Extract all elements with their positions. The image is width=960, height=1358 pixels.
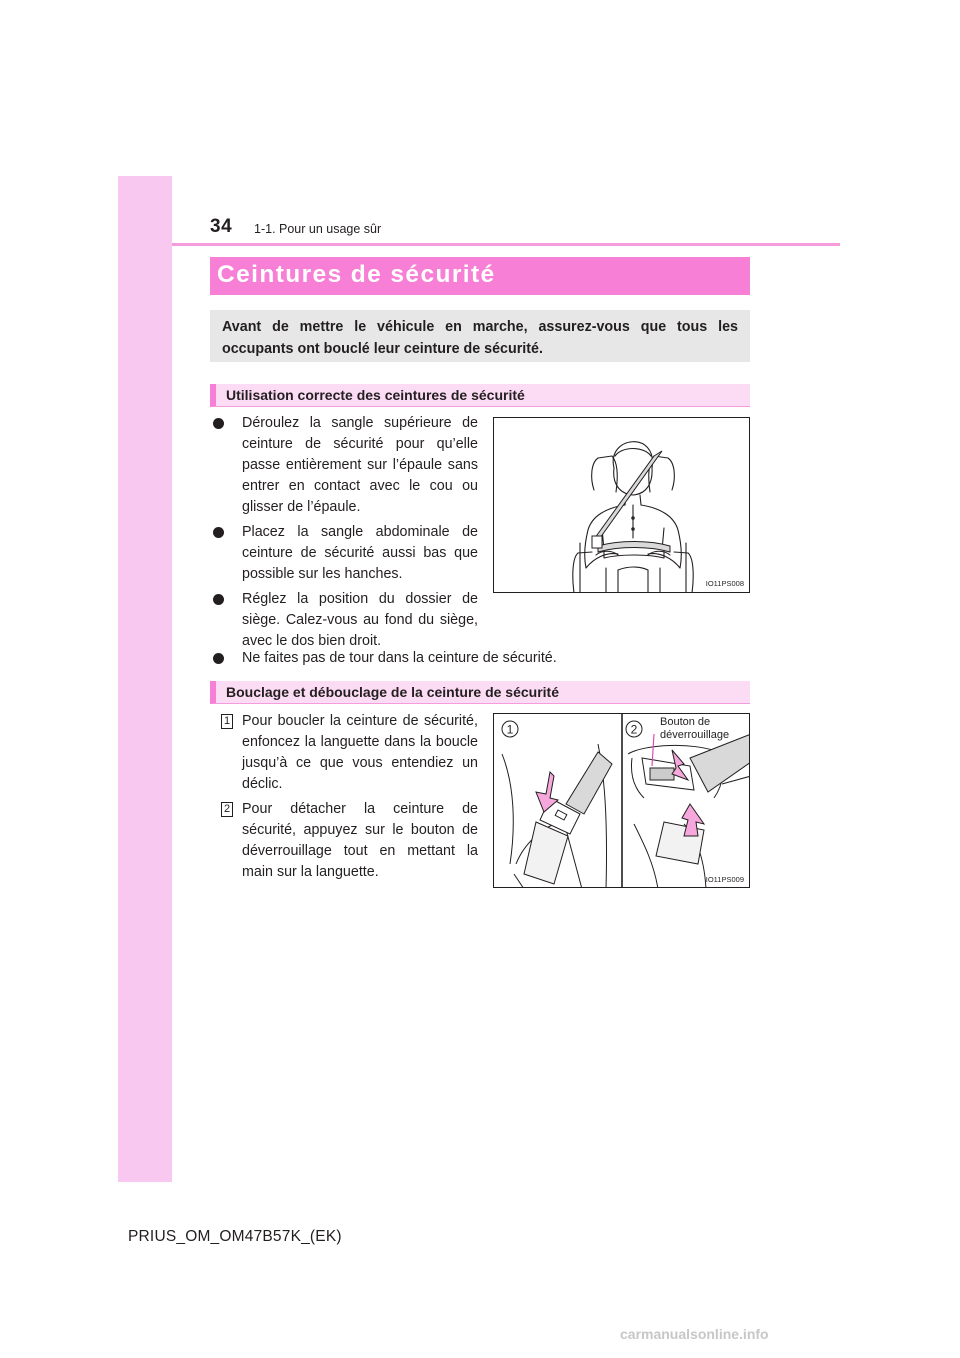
- figure-code: IO11PS008: [705, 579, 744, 588]
- figure-step-label: 2: [630, 722, 638, 737]
- bullet-list: [212, 413, 478, 656]
- bullet-text: Placez la sangle abdominale de ceinture de sécurité aussi bas que possible sur les hanches.: [242, 524, 478, 582]
- section-title: 1-1. Pour un usage sûr: [254, 222, 382, 236]
- step-text: Pour détacher la ceinture de sécurité, appuyez sur le bouton de déverrouillage tout en mettant la main sur la languette.: [242, 801, 478, 880]
- title-band: [210, 257, 750, 295]
- callout-line: déverrouillage: [660, 729, 730, 741]
- bullet-dot-icon: [213, 653, 224, 664]
- step-number-badge: 2: [221, 802, 233, 817]
- bullet-text: Ne faites pas de tour dans la ceinture de sécurité.: [242, 650, 557, 666]
- bullet-dot-icon: [213, 594, 224, 605]
- figure-seated-passenger: [493, 417, 750, 593]
- bullet-text: Déroulez la sangle supérieure de ceinture de sécurité pour qu’elle passe entièrement sur l’épaule sans entrer en contact avec le cou ou glisser de l’épaule.: [242, 415, 478, 515]
- bullet-item: [212, 522, 478, 585]
- subheading-correct-use: [210, 384, 750, 407]
- step-1: [212, 711, 478, 795]
- page-side-tab: [118, 176, 172, 1182]
- figure-step-label: 1: [506, 722, 514, 737]
- step-number-badge: 1: [221, 714, 233, 729]
- bullet-text: Réglez la position du dossier de siège. Calez-vous au fond du siège, avec le dos bien droit.: [242, 591, 478, 649]
- bullet-item: [212, 413, 478, 518]
- subheading-correct-use-text: Utilisation correcte des ceintures de sécurité: [226, 387, 525, 403]
- intro-box: Avant de mettre le véhicule en marche, assurez-vous que tous les occupants ont bouclé leur ceinture de sécurité.: [210, 310, 750, 362]
- subheading-buckling: [210, 681, 750, 704]
- release-button-callout: [660, 716, 729, 742]
- header-rule: [172, 243, 840, 246]
- subheading-buckling-text: Bouclage et débouclage de la ceinture de sécurité: [226, 684, 559, 700]
- bullet-item: [212, 589, 478, 652]
- figure-code: IO11PS009: [705, 875, 744, 884]
- page-title: Ceintures de sécurité: [217, 261, 496, 288]
- watermark: carmanualsonline.info: [620, 1326, 769, 1342]
- footer-doc-code: PRIUS_OM_OM47B57K_(EK): [128, 1228, 342, 1245]
- figure-buckle-unbuckle: [493, 713, 750, 888]
- seated-passenger-illustration: [494, 418, 750, 593]
- bullet-dot-icon: [213, 527, 224, 538]
- page-number: 34: [210, 216, 233, 237]
- step-2: [212, 799, 478, 883]
- callout-line: Bouton de: [660, 716, 711, 728]
- bullet-item-wide: [212, 648, 752, 669]
- step-text: Pour boucler la ceinture de sécurité, enfoncez la languette dans la boucle jusqu’à ce que vous entendiez un déclic.: [242, 713, 478, 792]
- bullet-dot-icon: [213, 418, 224, 429]
